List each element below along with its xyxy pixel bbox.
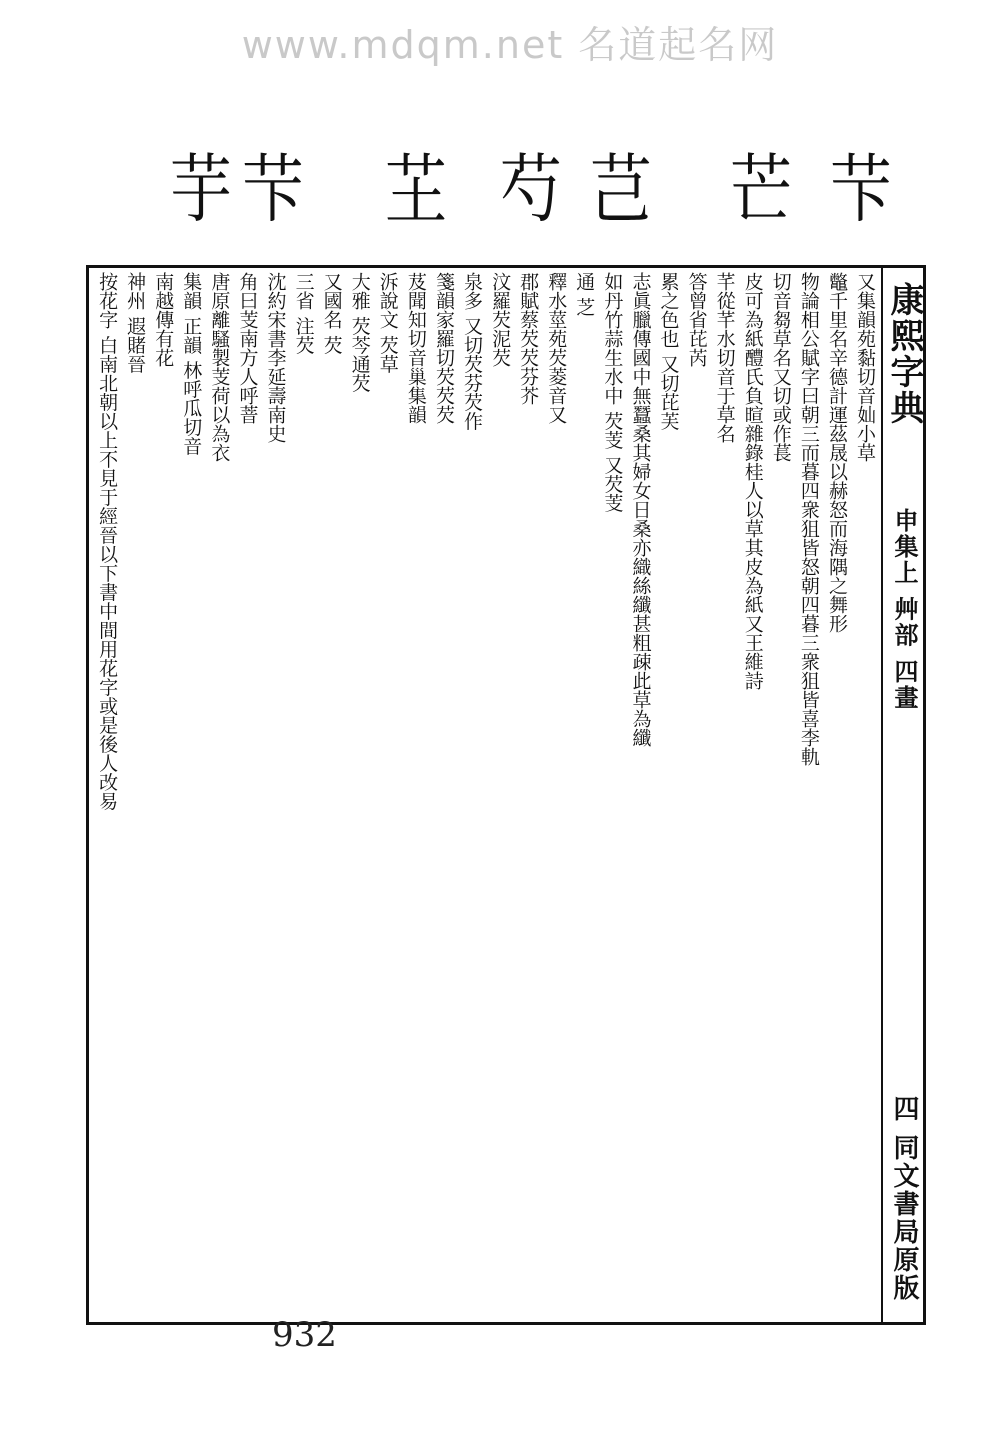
seal-glyph: 芏	[385, 145, 448, 234]
text-column: 沈約宋書李延壽南史	[264, 272, 287, 443]
text-column: 皮可為紙醴氏負暄雜錄桂人以草其皮為紙又王維詩	[741, 272, 764, 690]
text-column: 如丹竹蒜生水中 芡芰 又芡芰	[601, 272, 624, 513]
dictionary-page	[86, 265, 926, 1325]
text-columns	[93, 272, 877, 1318]
text-column: 又集韻苑黏切音奾小草	[854, 272, 876, 462]
text-column: 南越傳有花	[152, 272, 175, 367]
text-column: 通 芝	[573, 272, 596, 317]
seal-script-row	[170, 145, 893, 234]
text-column: 郡賦蔡芡芡芬芥	[517, 272, 540, 405]
text-column: 累之色也 又切芘芙	[657, 272, 680, 431]
text-column: 物論相公賦字曰朝三而暮四衆狙皆怒朝四暮三衆狙皆喜李軌	[797, 272, 820, 766]
text-column: 鼈千里名辛德計運茲晟以赫怒而海隅之舞形	[825, 272, 848, 633]
running-header-band	[881, 268, 923, 1322]
text-column: 神州 遐賭晉	[124, 272, 147, 374]
text-column: 按花字 白南北朝以上不見于經晉以下書中間用花字或是後人改易	[96, 272, 119, 811]
seal-glyph: 芍	[500, 145, 563, 234]
seal-glyph: 芑	[590, 145, 653, 234]
text-column: 角曰芰南方人呼萻	[236, 272, 259, 424]
section-label: 申集上 艸部 四畫	[890, 508, 919, 711]
text-column: 釋水莖苑芡菱音又	[545, 272, 568, 424]
text-column: 又國名 芡	[320, 272, 343, 355]
text-column: 箋韻家羅切芡芡芡	[432, 272, 455, 424]
text-column: 答曾省芘芮	[685, 272, 708, 367]
seal-glyph: 芐	[830, 145, 893, 234]
text-column: 芨聞知切音巢集韻	[404, 272, 427, 424]
seal-glyph: 芋	[170, 145, 233, 234]
edition-label: 四 同文書局原版	[889, 1094, 919, 1302]
text-column: 切音芻草名又切或作萇	[769, 272, 792, 462]
text-column: 三省 注芡	[292, 272, 315, 355]
text-column: 泉多 又切芡芬芡作	[461, 272, 483, 431]
book-title: 康熙字典	[884, 282, 924, 426]
text-column: 泝說文 芡草	[376, 272, 399, 374]
text-column: 汶羅芡泥芡	[489, 272, 512, 367]
page-number: 932	[272, 1315, 337, 1355]
seal-glyph: 芐	[242, 145, 305, 234]
watermark: www.mdqm.net 名道起名网	[241, 23, 779, 67]
seal-glyph: 芒	[730, 145, 793, 234]
text-column: 志眞臘傳國中無蠶桑其婦女日桑亦織絲纖甚粗疎此草為纖	[629, 272, 652, 747]
text-column: 大雅 芡芩通芡	[348, 272, 371, 393]
text-column: 集韻 正韻 林呼瓜切音	[180, 272, 203, 456]
text-column: 芊從芊水切音于草名	[713, 272, 736, 443]
text-column: 唐原離騷製芰荷以為衣	[208, 272, 231, 462]
